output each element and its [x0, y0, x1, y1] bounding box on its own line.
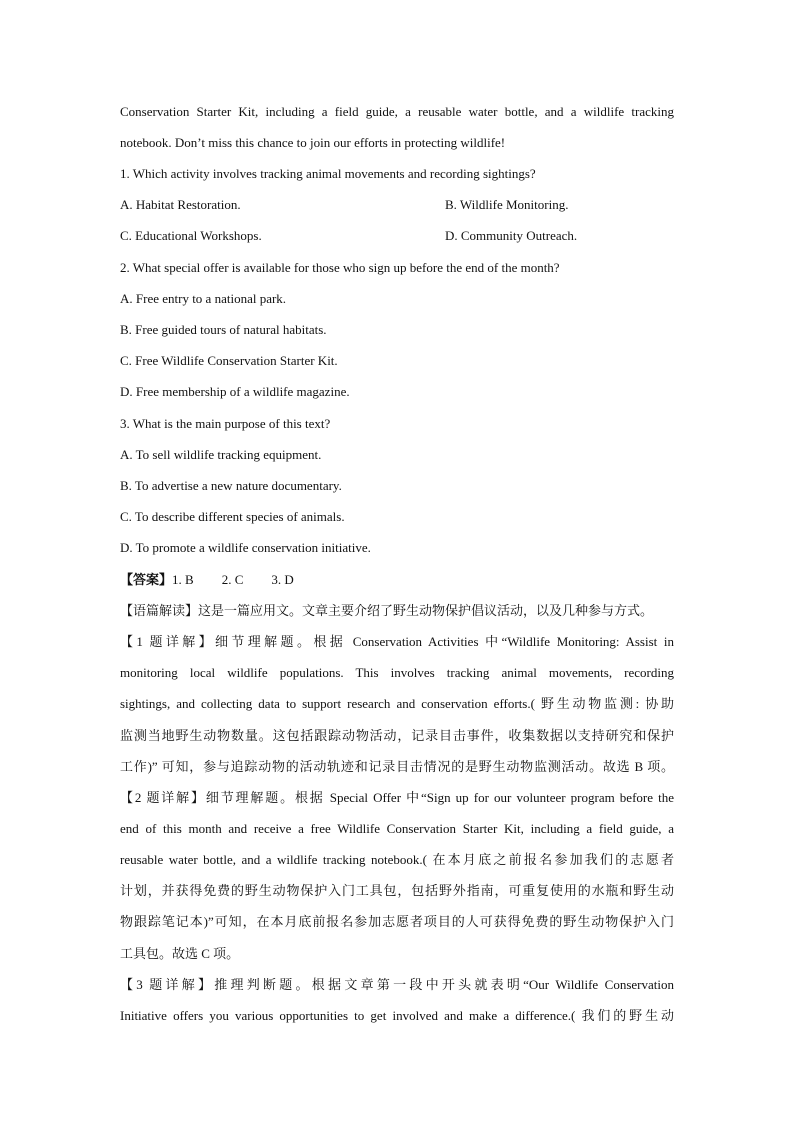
answer-item: 2. C — [221, 572, 244, 587]
option-a: A. Free entry to a national park. — [120, 291, 287, 306]
explanation-q2-line: reusable water bottle, and a wildlife tracking notebook.( 在本月底之前报名参加我们的志愿者 — [120, 852, 674, 867]
option-d: D. Community Outreach. — [445, 228, 578, 243]
explanation-q2-line: end of this month and receive a free Wildlife Conservation Starter Kit, including a field guide, a — [120, 821, 674, 836]
summary-line: 【语篇解读】这是一篇应用文。文章主要介绍了野生动物保护倡议活动，以及几种参与方式。 — [120, 603, 654, 618]
question-stem: 2. What special offer is available for those who sign up before the end of the month? — [120, 260, 560, 275]
explanation-q3-line: 【3 题详解】推理判断题。根据文章第一段中开头就表明“Our Wildlife Conservation — [120, 977, 674, 992]
answer-label: 【答案】 — [120, 572, 173, 587]
option-b: B. To advertise a new nature documentary. — [120, 478, 342, 493]
explanation-q2-line: 计划，并获得免费的野生动物保护入门工具包，包括野外指南，可重复使用的水瓶和野生动 — [120, 883, 674, 898]
question-stem: 1. Which activity involves tracking animal movements and recording sightings? — [120, 166, 536, 181]
option-d: D. To promote a wildlife conservation initiative. — [120, 540, 371, 555]
explanation-q3-line: Initiative offers you various opportunities to get involved and make a difference.( 我们的野生动 — [120, 1008, 674, 1023]
option-a: A. Habitat Restoration. — [120, 197, 241, 212]
passage-line: notebook. Don’t miss this chance to join our efforts in protecting wildlife! — [120, 135, 506, 150]
option-c: C. To describe different species of animals. — [120, 509, 345, 524]
option-b: B. Wildlife Monitoring. — [445, 197, 569, 212]
option-a: A. To sell wildlife tracking equipment. — [120, 447, 322, 462]
explanation-q2-line: 工具包。故选 C 项。 — [120, 946, 240, 961]
explanation-q1-line: 监测当地野生动物数量。这包括跟踪动物活动，记录目击事件，收集数据以支持研究和保护 — [120, 728, 674, 743]
explanation-q1-line: 工作)” 可知，参与追踪动物的活动轨迹和记录目击情况的是野生动物监测活动。故选 B 项。 — [120, 759, 674, 774]
option-b: B. Free guided tours of natural habitats. — [120, 322, 327, 337]
explanation-q1-line: monitoring local wildlife populations. This involves tracking animal movements, recording — [120, 665, 674, 680]
answer-line — [120, 571, 294, 589]
explanation-q2-line: 物跟踪笔记本)”可知，在本月底前报名参加志愿者项目的人可获得免费的野生动物保护入门 — [120, 914, 674, 929]
option-d: D. Free membership of a wildlife magazine. — [120, 384, 350, 399]
option-c: C. Educational Workshops. — [120, 228, 262, 243]
passage-line: Conservation Starter Kit, including a field guide, a reusable water bottle, and a wildlife tracking — [120, 104, 674, 119]
answer-item: 3. D — [271, 572, 294, 587]
question-stem: 3. What is the main purpose of this text? — [120, 416, 331, 431]
explanation-q1-line: 【1 题详解】细节理解题。根据 Conservation Activities 中“Wildlife Monitoring: Assist in — [120, 634, 674, 649]
answer-item: 1. B — [172, 572, 194, 587]
explanation-q2-line: 【2 题详解】细节理解题。根据 Special Offer 中“Sign up for our volunteer program before the — [120, 790, 674, 805]
explanation-q1-line: sightings, and collecting data to support research and conservation efforts.( 野生动物监测: 协助 — [120, 696, 674, 711]
option-c: C. Free Wildlife Conservation Starter Kit. — [120, 353, 338, 368]
